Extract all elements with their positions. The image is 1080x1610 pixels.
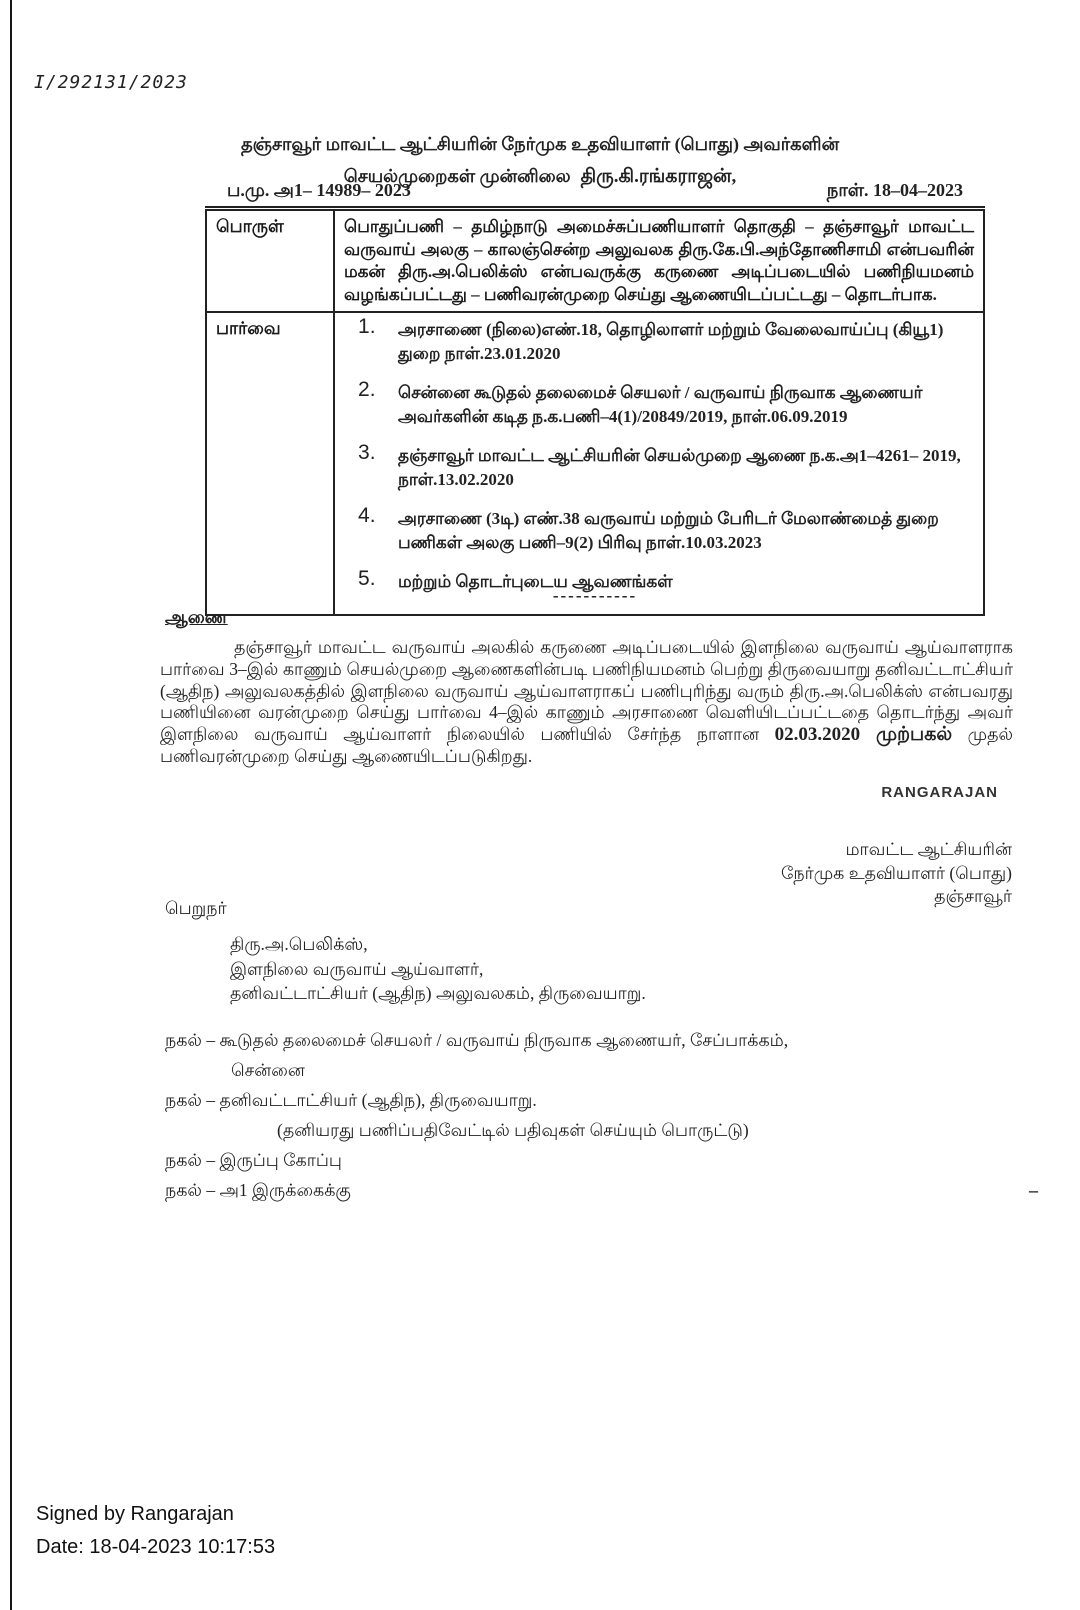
copy-line-4: நகல் – அ1 இருக்கைக்கு bbox=[165, 1180, 351, 1200]
reference-item-5: மற்றும் தொடர்புடைய ஆவணங்கள் bbox=[398, 572, 673, 591]
copy-line-1-sub: சென்னை bbox=[231, 1060, 305, 1080]
copy-line-1: நகல் – கூடுதல் தலைமைச் செயலர் / வருவாய் நிருவாக ஆணையர், சேப்பாக்கம், bbox=[165, 1030, 789, 1050]
reference-label: பார்வை bbox=[206, 312, 334, 615]
subject-text: பொதுப்பணி – தமிழ்நாடு அமைச்சுப்பணியாளர் தொகுதி – தஞ்சாவூர் மாவட்ட வருவாய் அலகு – காலஞ்சென்ற அலுவலக திரு.கே.பி.அந்தோணிசாமி என்பவரின் மகன் திரு.அ.பெலிக்ஸ் என்பவருக்கு கருணை அடிப்படையில் பணிநியமனம் வழங்கப்பட்டது – பணிவரன்முறை செய்து ஆணையிடப்பட்டது – தொடர்பாக. bbox=[334, 210, 984, 312]
reference-cell bbox=[334, 312, 984, 615]
copy-line-2: நகல் – தனிவட்டாட்சியர் (ஆதிந), திருவையாறு. bbox=[165, 1090, 537, 1110]
signature-designation-block bbox=[781, 838, 1012, 909]
subject-row bbox=[206, 210, 984, 312]
recipient-office: தனிவட்டாட்சியர் (ஆதிந) அலுவலகம், திருவையாறு. bbox=[230, 983, 646, 1003]
proceedings-prefix: செயல்முறைகள் முன்னிலை bbox=[343, 166, 571, 186]
recipient-designation: இளநிலை வருவாய் ஆய்வாளர், bbox=[230, 958, 484, 979]
subject-label: பொருள் bbox=[206, 210, 334, 312]
copy-line-2-sub: (தனியரது பணிப்பதிவேட்டில் பதிவுகள் செய்யும் பொருட்டு) bbox=[277, 1120, 749, 1140]
reference-item-4: அரசாணை (3டி) எண்.38 வருவாய் மற்றும் பேரிடர் மேலாண்மைத் துறை பணிகள் அலகு பணி–9(2) பிரிவு நாள்.10.03.2023 bbox=[398, 509, 939, 552]
page-mark-dash: – bbox=[1029, 1180, 1038, 1200]
order-body-text-1: தஞ்சாவூர் மாவட்ட வருவாய் அலகில் கருணை அடிப்படையில் இளநிலை வருவாய் ஆய்வாளராக பார்வை 3–இல் காணும் செயல்முறை ஆணைகளின்படி பணிநியமனம் பெற்று திருவையாறு தனிவட்டாட்சியர் (ஆதிந) அலுவலகத்தில் இளநிலை வருவாய் ஆய்வாளராகப் பணிபுரிந்து வரும் திரு.அ.பெலிக்ஸ் என்பவரது பணியினை வரன்முறை செய்து பார்வை 4–இல் காணும் அரசாணை வெளியிடப்பட்டதை தொடர்ந்து அவர் இளநிலை வருவாய் ஆய்வாளர் நிலையில் பணியில் சேர்ந்த நாளான bbox=[160, 637, 1013, 745]
reference-row bbox=[206, 312, 984, 615]
reference-item-1: அரசாணை (நிலை)எண்.18, தொழிலாளர் மற்றும் வேலைவாய்ப்பு (கியூ1) துறை நாள்.23.01.2020 bbox=[398, 320, 944, 363]
officer-name: திரு.கி.ரங்கராஜன், bbox=[580, 166, 737, 187]
order-heading: ஆணை bbox=[165, 607, 228, 627]
signature-date-text: Date: 18-04-2023 10:17:53 bbox=[36, 1536, 276, 1558]
regularisation-date: 02.03.2020 முற்பகல் bbox=[774, 724, 953, 746]
subject-reference-table bbox=[205, 209, 985, 616]
digital-signature-stamp bbox=[36, 1498, 275, 1564]
order-body-text-2: முதல் பணிவரன்முறை செய்து ஆணையிடப்படுகிறது. bbox=[160, 724, 1014, 766]
signature-designation-line-2: நேர்முக உதவியாளர் (பொது) bbox=[780, 862, 1012, 883]
recipient-name: திரு.அ.பெலிக்ஸ், bbox=[230, 934, 368, 954]
reference-item-2: சென்னை கூடுதல் தலைமைச் செயலர் / வருவாய் நிருவாக ஆணையர் அவர்களின் கடித ந.க.பணி–4(1)/20849/2019, நாள்.06.09.2019 bbox=[398, 383, 923, 426]
header-line-1: தஞ்சாவூர் மாவட்ட ஆட்சியரின் நேர்முக உதவியாளர் (பொது) அவர்களின் bbox=[240, 134, 840, 154]
order-body bbox=[160, 637, 1013, 768]
order-date: நாள். 18–04–2023 bbox=[826, 180, 963, 200]
reference-number: ப.மு. அ1– 14989– 2023 bbox=[227, 180, 411, 200]
scan-edge-line bbox=[10, 0, 12, 1610]
signature-designation-line-1: மாவட்ட ஆட்சியரின் bbox=[845, 839, 1012, 859]
copy-line-3: நகல் – இருப்பு கோப்பு bbox=[165, 1150, 342, 1170]
signature-designation-line-3: தஞ்சாவூர் bbox=[934, 886, 1012, 906]
reference-item-3: தஞ்சாவூர் மாவட்ட ஆட்சியரின் செயல்முறை ஆணை ந.க.அ1–4261– 2019, நாள்.13.02.2020 bbox=[398, 446, 961, 489]
signed-by-text: Signed by Rangarajan bbox=[36, 1503, 234, 1525]
recipient-heading: பெறுநர் bbox=[165, 898, 227, 918]
separator-dashes: ----------- bbox=[552, 586, 638, 605]
copy-list bbox=[165, 1028, 965, 1208]
recipient-address bbox=[230, 932, 646, 1006]
reference-line bbox=[205, 180, 985, 208]
file-number: I/292131/2023 bbox=[34, 72, 188, 93]
signature-name: RANGARAJAN bbox=[881, 784, 998, 801]
reference-list bbox=[344, 318, 974, 594]
